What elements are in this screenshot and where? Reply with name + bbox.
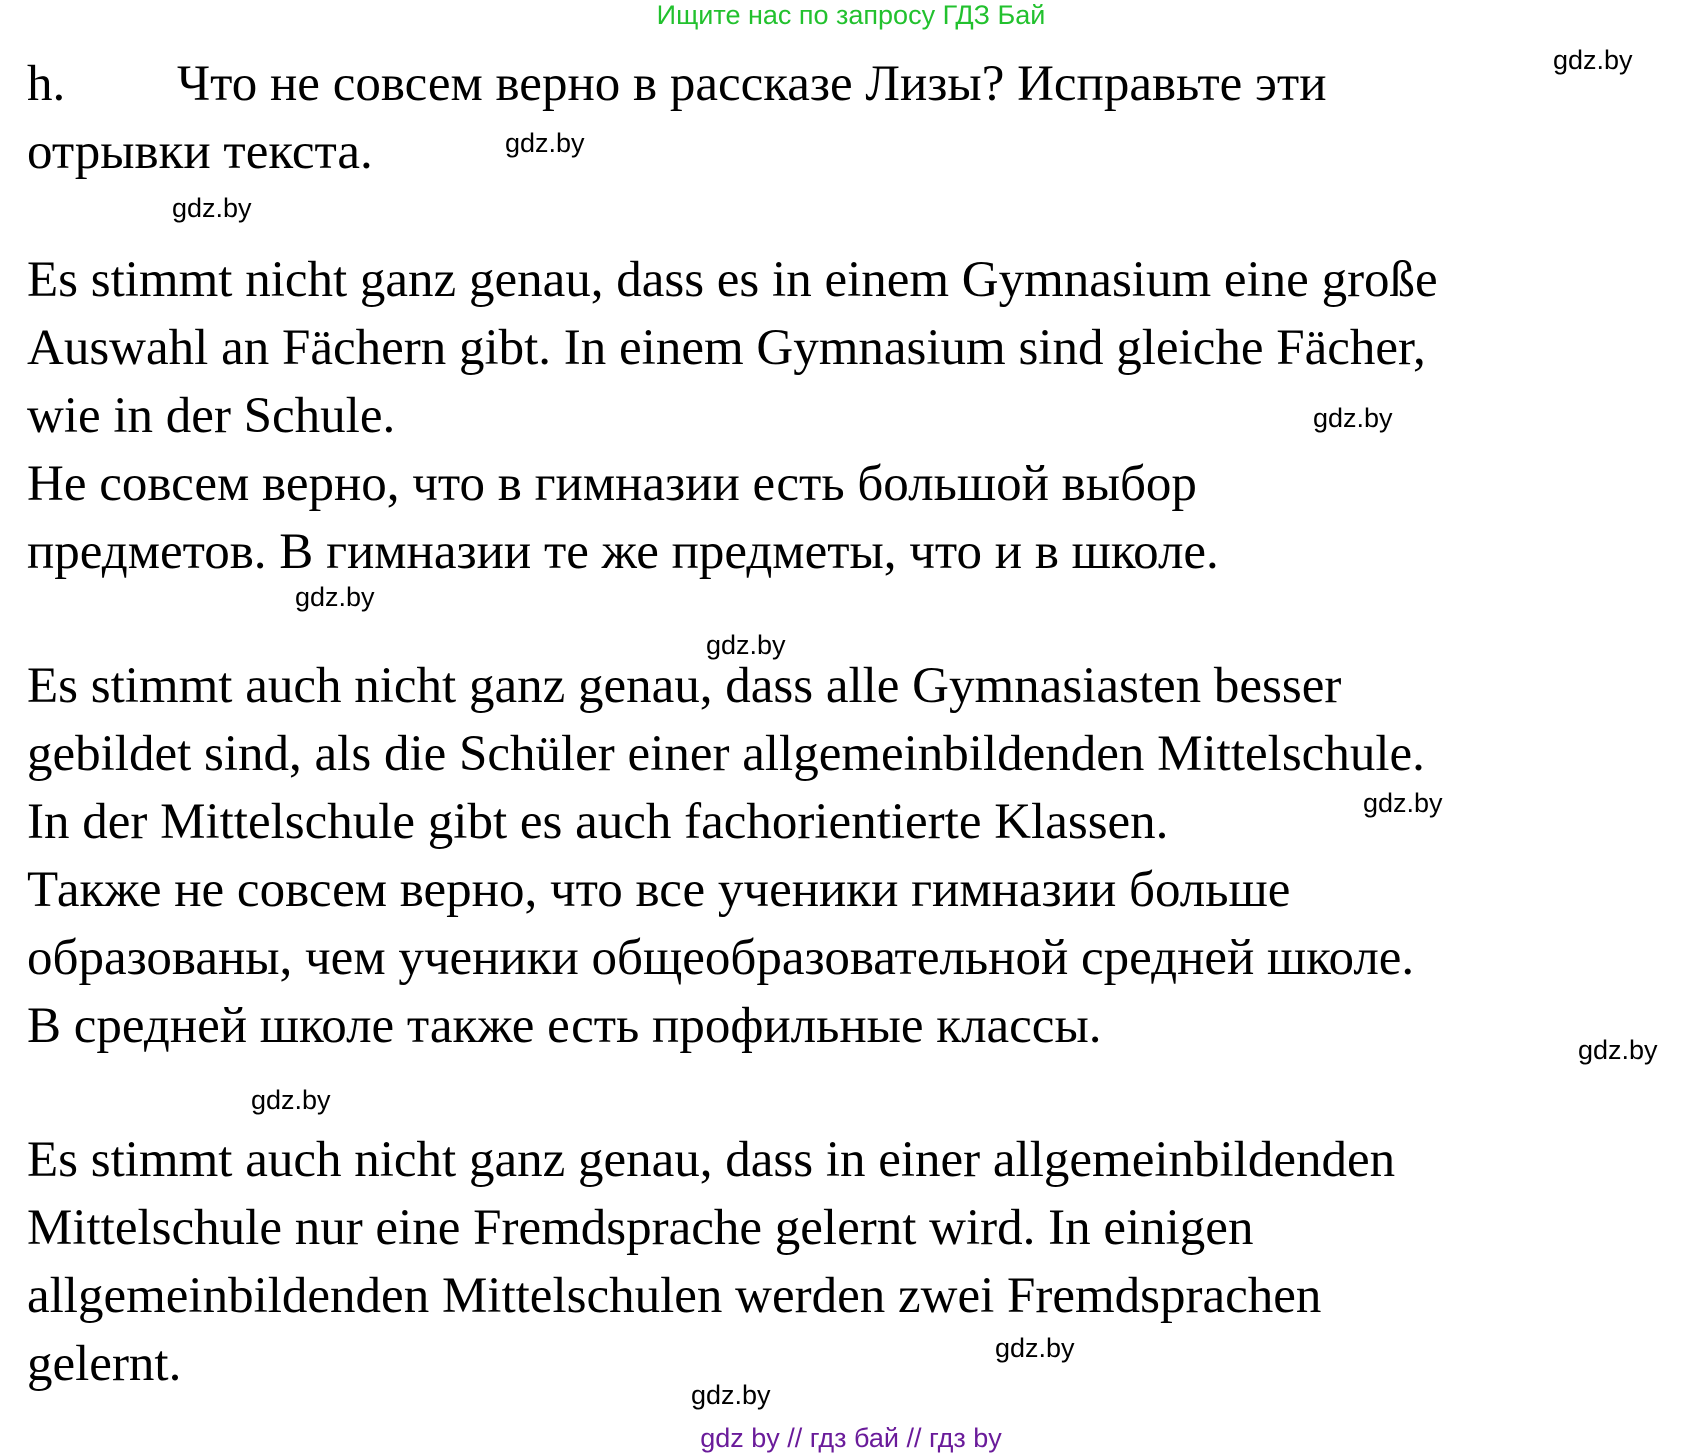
watermark: gdz.by (706, 630, 786, 660)
answer-1-russian-line-2: предметов. В гимназии те же предметы, что и в школе. (27, 524, 1219, 580)
watermark: gdz.by (1553, 45, 1633, 75)
task-prompt-line-1: Что не совсем верно в рассказе Лизы? Исправьте эти (177, 56, 1327, 112)
document-body (27, 50, 1687, 1398)
answer-2-german-line-3: In der Mittelschule gibt es auch fachorientierte Klassen. (27, 794, 1169, 850)
answer-block-1 (27, 246, 1687, 586)
footer-links: gdz by // гдз бай // гдз by (700, 1423, 1002, 1453)
watermark: gdz.by (295, 582, 375, 612)
answer-2-russian-line-2: образованы, чем ученики общеобразовательной средней школе. (27, 930, 1415, 986)
task-heading (27, 50, 1687, 118)
answer-3-german-line-3: allgemeinbildenden Mittelschulen werden zwei Fremdsprachen (27, 1268, 1322, 1324)
answer-block-3 (27, 1126, 1687, 1398)
watermark: gdz.by (1313, 403, 1393, 433)
answer-2-german-line-2: gebildet sind, als die Schüler einer allgemeinbildenden Mittelschule. (27, 726, 1425, 782)
answer-block-2 (27, 652, 1687, 1060)
task-prompt-line-2: отрывки текста. (27, 124, 373, 180)
watermark: gdz.by (995, 1333, 1075, 1363)
watermark: gdz.by (251, 1085, 331, 1115)
answer-2-german-line-1: Es stimmt auch nicht ganz genau, dass alle Gymnasiasten besser (27, 658, 1342, 714)
top-banner: Ищите нас по запросу ГДЗ Бай (656, 0, 1046, 30)
answer-1-german-line-2: Auswahl an Fächern gibt. In einem Gymnasium sind gleiche Fächer, (27, 320, 1426, 376)
answer-2-russian-line-1: Также не совсем верно, что все ученики гимназии больше (27, 862, 1291, 918)
answer-3-german-line-4: gelernt. (27, 1336, 182, 1392)
answer-1-german-line-1: Es stimmt nicht ganz genau, dass es in einem Gymnasium eine große (27, 252, 1438, 308)
watermark: gdz.by (1578, 1035, 1658, 1065)
answer-3-german-line-2: Mittelschule nur eine Fremdsprache gelernt wird. In einigen (27, 1200, 1254, 1256)
watermark: gdz.by (691, 1380, 771, 1410)
answer-2-russian-line-3: В средней школе также есть профильные классы. (27, 998, 1102, 1054)
answer-3-german-line-1: Es stimmt auch nicht ganz genau, dass in einer allgemeinbildenden (27, 1132, 1396, 1188)
task-letter: h. (27, 56, 66, 112)
answer-1-german-line-3: wie in der Schule. (27, 388, 396, 444)
watermark: gdz.by (505, 128, 585, 158)
watermark: gdz.by (1363, 788, 1443, 818)
watermark: gdz.by (172, 193, 252, 223)
answer-1-russian-line-1: Не совсем верно, что в гимназии есть большой выбор (27, 456, 1197, 512)
